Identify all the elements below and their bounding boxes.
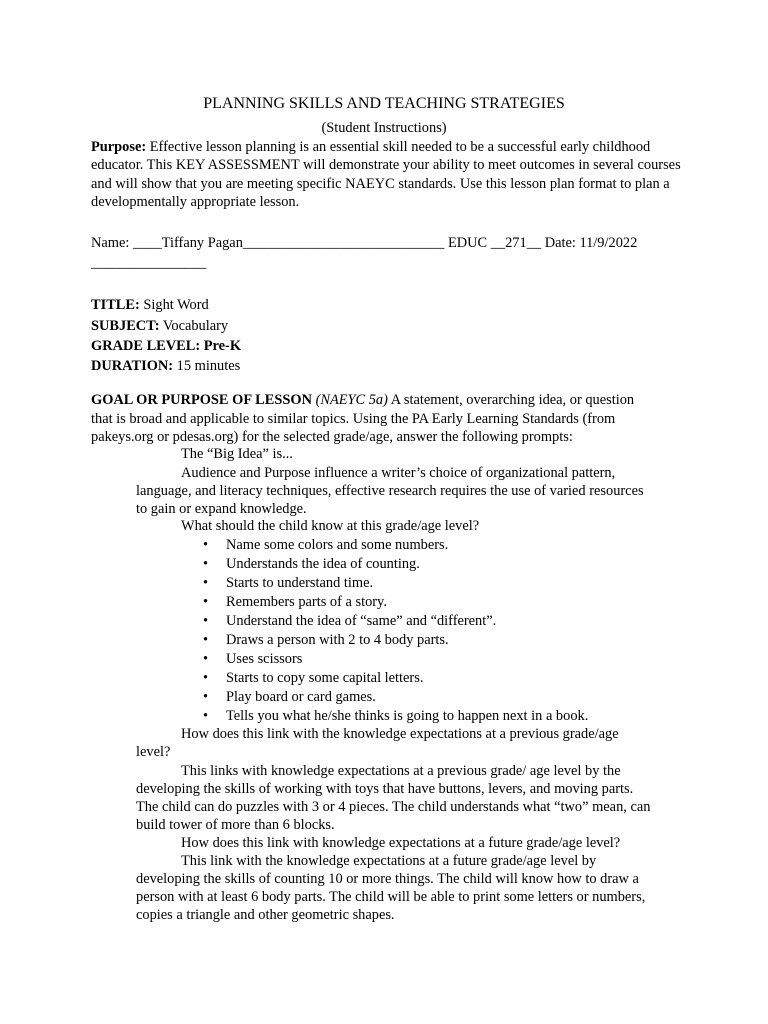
duration-field: [91, 357, 240, 375]
list-item: • Play board or card games.: [201, 688, 588, 707]
goal-line-1: [91, 391, 634, 409]
document-subtitle: (Student Instructions): [321, 120, 447, 136]
grade-level-field: [91, 337, 241, 355]
previous-level-answer-2: developing the skills of working with toys that have buttons, levers, and moving parts.: [136, 781, 634, 797]
know-prompt: What should the child know at this grade/age level?: [181, 518, 480, 534]
previous-level-answer-1: This links with knowledge expectations at a previous grade/ age level by the: [181, 763, 621, 779]
title-field: [91, 296, 209, 314]
purpose-paragraph: [91, 138, 691, 211]
big-idea-line-1: Audience and Purpose influence a writer’s choice of organizational pattern,: [181, 465, 616, 481]
grade-level-value: Pre-K: [200, 338, 242, 354]
list-item: • Tells you what he/she thinks is going to happen next in a book.: [201, 707, 588, 726]
document-title: PLANNING SKILLS AND TEACHING STRATEGIES: [203, 95, 565, 112]
previous-level-prompt-1: How does this link with the knowledge expectations at a previous grade/age: [181, 726, 619, 742]
big-idea-line-3: to gain or expand knowledge.: [136, 501, 307, 517]
list-item: • Remembers parts of a story.: [201, 593, 588, 612]
goal-line-2: that is broad and applicable to similar topics. Using the PA Early Learning Standards (from: [91, 411, 616, 427]
name-line: Name: ____Tiffany Pagan____________________________ EDUC __271__ Date: 11/9/2022: [91, 235, 638, 251]
previous-level-answer-4: build tower of more than 6 blocks.: [136, 817, 335, 833]
title-label: TITLE:: [91, 297, 140, 313]
duration-value: 15 minutes: [173, 358, 241, 374]
goal-standard-ref: (NAEYC 5a): [315, 392, 388, 408]
purpose-text: Effective lesson planning is an essential skill needed to be a successful early childhood educator. This KEY ASSESSMENT will demonstrate your ability to meet outcomes in several courses and will show that you are meeting specific NAEYC standards. Use this lesson plan format to plan a developmentally appropriate lesson.: [91, 139, 681, 210]
big-idea-prompt: The “Big Idea” is...: [181, 446, 293, 462]
subject-field: [91, 317, 228, 335]
future-level-answer-3: person with at least 6 body parts. The child will be able to print some letters or numbers,: [136, 889, 646, 905]
title-value: Sight Word: [139, 297, 209, 313]
name-line-continuation: ________________: [91, 255, 207, 271]
list-item: • Starts to understand time.: [201, 574, 588, 593]
subject-value: Vocabulary: [159, 318, 229, 334]
future-level-answer-4: copies a triangle and other geometric shapes.: [136, 907, 395, 923]
future-level-answer-2: developing the skills of counting 10 or more things. The child will know how to draw a: [136, 871, 639, 887]
big-idea-line-2: language, and literacy techniques, effective research requires the use of varied resources: [136, 483, 644, 499]
previous-level-prompt-2: level?: [136, 744, 171, 760]
previous-level-answer-3: The child can do puzzles with 3 or 4 pieces. The child understands what “two” mean, can: [136, 799, 651, 815]
goal-line-3: pakeys.org or pdesas.org) for the selected grade/age, answer the following prompts:: [91, 429, 573, 445]
goal-text-1: A statement, overarching idea, or question: [387, 392, 635, 408]
future-level-prompt: How does this link with knowledge expectations at a future grade/age level?: [181, 835, 621, 851]
expectations-list: [201, 536, 588, 726]
list-item: • Uses scissors: [201, 650, 588, 669]
future-level-answer-1: This link with the knowledge expectations at a future grade/age level by: [181, 853, 597, 869]
list-item: • Starts to copy some capital letters.: [201, 669, 588, 688]
list-item: • Name some colors and some numbers.: [201, 536, 588, 555]
duration-label: DURATION:: [91, 358, 174, 374]
subject-label: SUBJECT:: [91, 318, 160, 334]
purpose-label: Purpose:: [91, 139, 147, 155]
list-item: • Understand the idea of “same” and “different”.: [201, 612, 588, 631]
list-item: • Draws a person with 2 to 4 body parts.: [201, 631, 588, 650]
goal-label: GOAL OR PURPOSE OF LESSON: [91, 392, 316, 408]
list-item: • Understands the idea of counting.: [201, 555, 588, 574]
grade-level-label: GRADE LEVEL:: [91, 338, 201, 354]
